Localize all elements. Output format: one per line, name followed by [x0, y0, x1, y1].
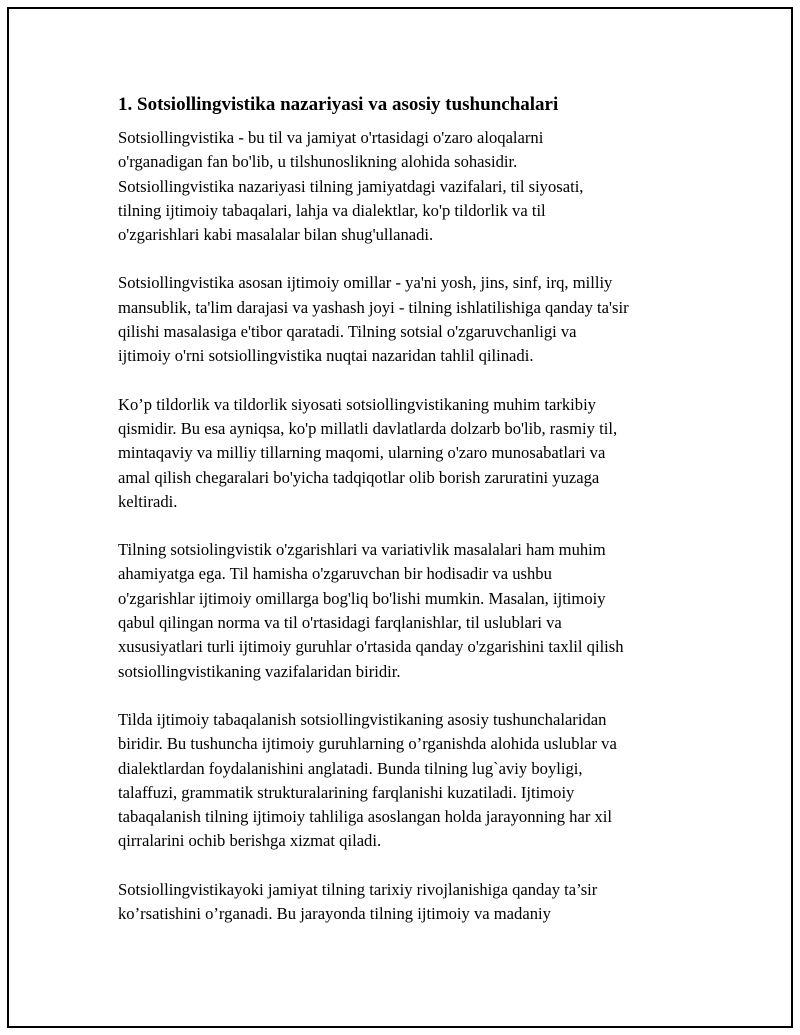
text-line: Sotsiollingvistika asosan ijtimoiy omillar - ya'ni yosh, jins, sinf, irq, milliy [118, 273, 613, 293]
text-line: Sotsiollingvistikayoki jamiyat tilning tarixiy rivojlanishiga qanday ta’sir [118, 879, 598, 899]
text-line: amal qilish chegaralari bo'yicha tadqiqotlar olib borish zaruratini yuzaga [118, 467, 600, 487]
text-line: dialektlardan foydalanishini anglatadi. Bunda tilning lug`aviy boyligi, [118, 758, 583, 778]
document-body [118, 92, 718, 950]
text-line: talaffuzi, grammatik strukturalarining farqlanishi kuzatiladi. Ijtimoiy [118, 782, 575, 802]
text-line: Tilda ijtimoiy tabaqalanish sotsiollingvistikaning asosiy tushunchalaridan [118, 709, 607, 729]
text-line: Sotsiollingvistika - bu til va jamiyat o'rtasidagi o'zaro aloqalarni [118, 128, 544, 147]
text-line: qirralarini ochib berishga xizmat qiladi. [118, 831, 382, 851]
text-line: qabul qilingan norma va til o'rtasidagi farqlanishlar, til uslublari va [118, 613, 562, 633]
text-line: mansublik, ta'lim darajasi va yashash joyi - tilning ishlatilishiga qanday ta'sir [118, 297, 629, 317]
text-line: o'zgarishlari kabi masalalar bilan shug'ullanadi. [118, 225, 434, 245]
paragraph-stratification [118, 708, 718, 854]
text-line: Sotsiollingvistika nazariyasi tilning jamiyatdagi vazifalari, til siyosati, [118, 176, 584, 196]
text-line: biridir. Bu tushuncha ijtimoiy guruhlarning o’rganishda alohida uslublar va [118, 734, 617, 754]
text-line: sotsiollingvistikaning vazifalaridan biridir. [118, 661, 401, 681]
text-line: ijtimoiy o'rni sotsiollingvistika nuqtai nazaridan tahlil qilinadi. [118, 346, 534, 366]
text-line: tabaqalanish tilning ijtimoiy tahliliga asoslangan holda jarayonning har xil [118, 807, 613, 827]
text-line: qilishi masalasiga e'tibor qaratadi. Tilning sotsial o'zgaruvchanligi va [118, 322, 577, 342]
text-line: Ko’p tildorlik va tildorlik siyosati sotsiollingvistikaning muhim tarkibiy [118, 394, 596, 414]
text-line: mintaqaviy va milliy tillarning maqomi, ularning o'zaro munosabatlari va [118, 443, 606, 463]
text-line: Tilning sotsiolingvistik o'zgarishlari va variativlik masalalari ham muhim [118, 540, 606, 560]
paragraph-historical [118, 878, 718, 927]
text-line: o'zgarishlar ijtimoiy omillarga bog'liq bo'lishi mumkin. Masalan, ijtimoiy [118, 588, 606, 608]
text-line: xususiyatlari turli ijtimoiy guruhlar o'rtasida qanday o'zgarishini taxlil qilish [118, 637, 624, 657]
text-line: qismidir. Bu esa ayniqsa, ko'p millatli davlatlarda dolzarb bo'lib, rasmiy til, [118, 418, 618, 438]
text-line: o'rganadigan fan bo'lib, u tilshunoslikning alohida sohasidir. [118, 152, 518, 172]
text-line: ko’rsatishini o’rganadi. Bu jarayonda tilning ijtimoiy va madaniy [118, 904, 551, 924]
section-heading: 1. Sotsiollingvistika nazariyasi va asosiy tushunchalari [118, 94, 559, 115]
paragraph-social-factors [118, 271, 718, 368]
text-line: ahamiyatga ega. Til hamisha o'zgaruvchan bir hodisadir va ushbu [118, 564, 552, 584]
text-line: tilning ijtimoiy tabaqalari, lahja va dialektlar, ko'p tildorlik va til [118, 200, 546, 220]
paragraph-definition [118, 126, 718, 247]
paragraph-multilingualism [118, 393, 718, 514]
text-line: keltiradi. [118, 491, 178, 511]
paragraph-variation [118, 538, 718, 684]
